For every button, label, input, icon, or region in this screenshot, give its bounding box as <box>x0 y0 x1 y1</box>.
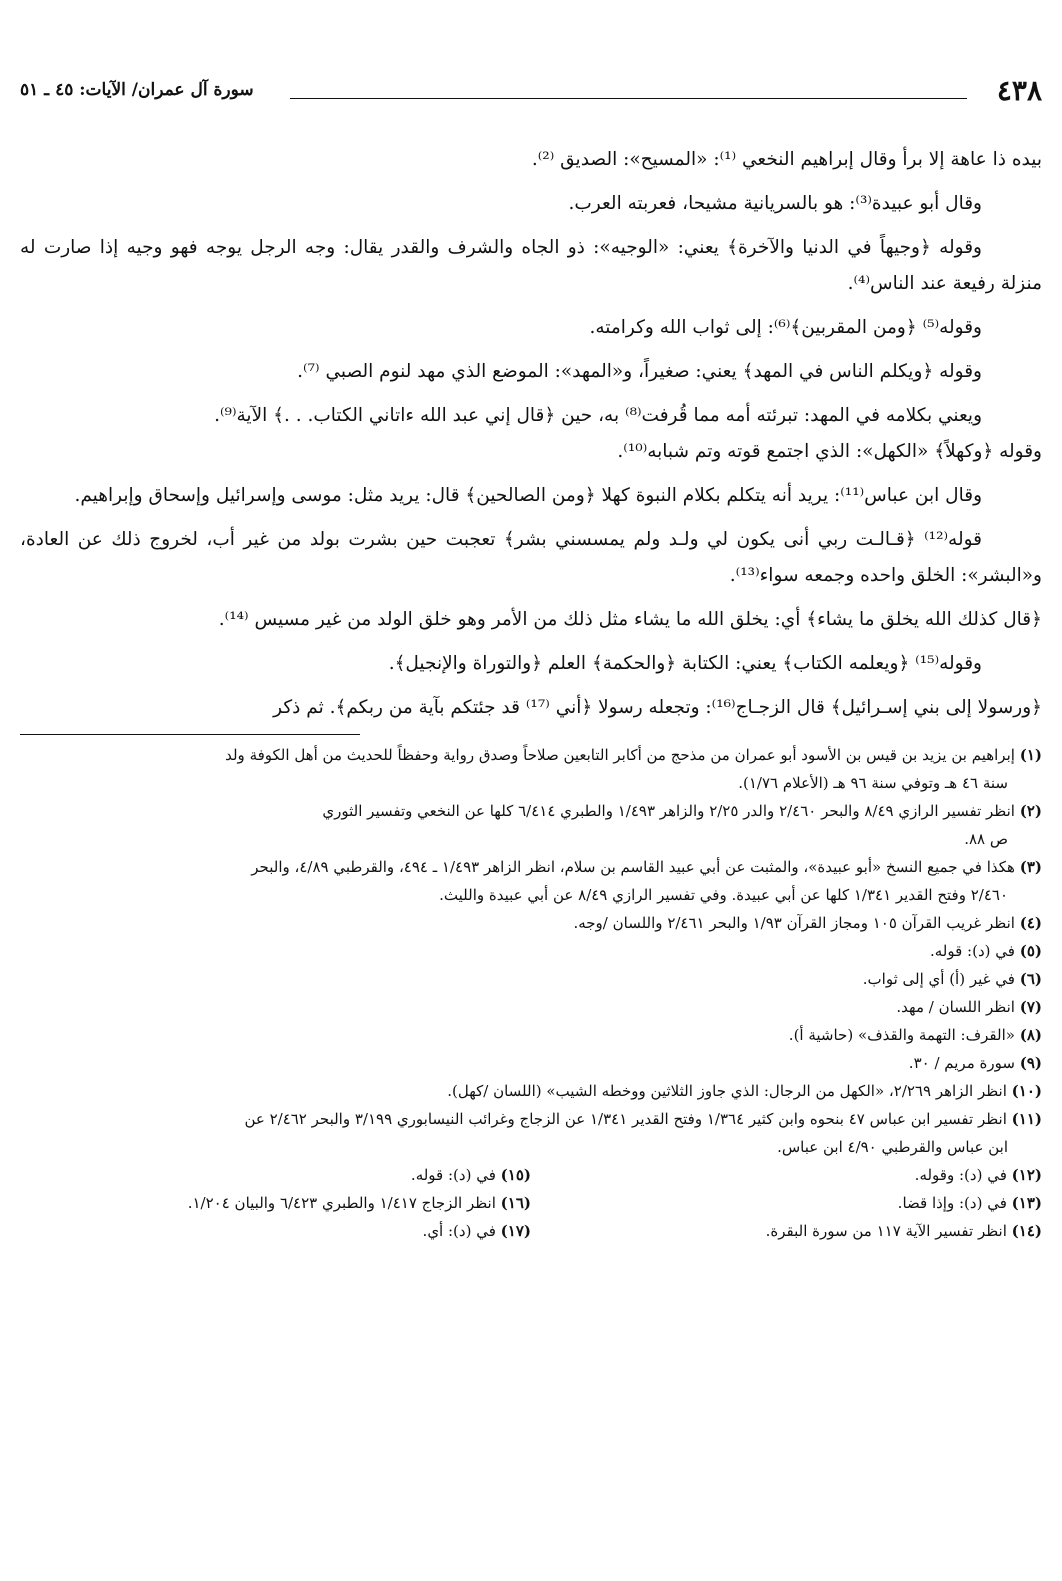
footnote <box>531 1161 1042 1189</box>
footnote-number: (٤) <box>1019 914 1042 932</box>
footnote-number: (١) <box>1019 746 1042 764</box>
footnote-number: (٧) <box>1019 998 1042 1016</box>
footnote <box>20 741 1042 769</box>
footnote-text: في (د): أي. <box>422 1222 496 1240</box>
footnote-text: إبراهيم بن يزيد بن قيس بن الأسود أبو عمران من مذحج من أكابر التابعين صلاحاً وصدق رواية وحفظاً للحديث من أهل الكوفة ولد <box>225 746 1015 764</box>
footnote <box>20 1105 1042 1133</box>
footnote-text: في (د): قوله. <box>929 942 1015 960</box>
footnote-text: انظر تفسير الرازي ٨/٤٩ والبحر ٢/٤٦٠ والدر ٢/٢٥ والزاهر ١/٤٩٣ والطبري ٦/٤١٤ كلها عن النخعي وتفسير الثوري <box>322 802 1015 820</box>
footnote <box>20 853 1042 881</box>
paragraph: وقوله⁽¹⁵⁾ ﴿ويعلمه الكتاب﴾ يعني: الكتابة ﴿والحكمة﴾ العلم ﴿والتوراة والإنجيل﴾. <box>388 653 982 674</box>
footnote-number: (٢) <box>1019 802 1042 820</box>
paragraph: ويعني بكلامه في المهد: تبرئته أمه مما قُرفت⁽⁸⁾ به، حين ﴿قال إني عبد الله ءاتاني الكتاب. . .﴾ الآية⁽⁹⁾. <box>214 405 982 426</box>
paragraph: وقوله ﴿ويكلم الناس في المهد﴾ يعني: صغيراً، و«المهد»: الموضع الذي مهد لنوم الصبي ⁽⁷⁾. <box>297 361 982 382</box>
footnote <box>531 1217 1042 1245</box>
footnote-number: (٣) <box>1019 858 1042 876</box>
footnote <box>20 1217 531 1245</box>
page-number: ٤٣٨ <box>996 74 1042 107</box>
footnote-text: انظر اللسان / مهد. <box>896 998 1015 1016</box>
paragraph: وقال أبو عبيدة⁽³⁾: هو بالسريانية مشيحا، فعربته العرب. <box>568 193 982 214</box>
footnote-number: (٨) <box>1019 1026 1042 1044</box>
footnote <box>20 965 1042 993</box>
footnote-number: (١٤) <box>1011 1222 1042 1240</box>
footnote <box>20 1189 531 1217</box>
footnote-text: هكذا في جميع النسخ «أبو عبيدة»، والمثبت عن أبي عبيد القاسم بن سلام، انظر الزاهر ١/٤٩٣ ـ ٤٩٤، والقرطبي ٤/٨٩، والبحر <box>251 858 1015 876</box>
paragraph: قوله⁽¹²⁾ ﴿قـالـت ربي أنى يكون لي ولـد ولم يمسسني بشر﴾ تعجبت حين بشرت بولد من غير أب، لخروج ذلك عن العادة، و«البشر»: الخلق واحده وجمعه سواء⁽¹³⁾. <box>20 529 1042 586</box>
footnote-continuation: سنة ٤٦ هـ وتوفي سنة ٩٦ هـ (الأعلام ١/٧٦). <box>738 774 1008 792</box>
footnote-number: (٥) <box>1019 942 1042 960</box>
sura-range: سورة آل عمران/ الآيات: ٤٥ ـ ٥١ <box>20 80 254 100</box>
footnote-text: انظر تفسير ابن عباس ٤٧ بنحوه وابن كثير ١/٣٦٤ وفتح القدير ١/٣٤١ عن الزجاج وغرائب النيسابوري ٣/١٩٩ والبحر ٢/٤٦٢ عن <box>244 1110 1007 1128</box>
footnote-column-right <box>531 1161 1042 1245</box>
footnote-number: (٩) <box>1019 1054 1042 1072</box>
paragraph: وقوله ﴿وجيهاً في الدنيا والآخرة﴾ يعني: «الوجيه»: ذو الجاه والشرف والقدر يقال: وجه الرجل يوجه فهو وجيه إذا صارت له منزلة رفيعة عند الناس⁽⁴⁾. <box>20 237 1042 294</box>
footnote-text: انظر الزاهر ٢/٢٦٩، «الكهل من الرجال: الذي جاوز الثلاثين ووخطه الشيب» (اللسان /كهل). <box>447 1082 1007 1100</box>
footnote-number: (١٧) <box>500 1222 531 1240</box>
footnote-column-left <box>20 1161 531 1245</box>
footnote-text: انظر غريب القرآن ١٠٥ ومجاز القرآن ١/٩٣ والبحر ٢/٤٦١ واللسان /وجه. <box>573 914 1015 932</box>
footnote <box>20 993 1042 1021</box>
footnote-text: سورة مريم / ٣٠. <box>908 1054 1015 1072</box>
running-header <box>20 74 1042 112</box>
footnote-text: انظر الزجاج ١/٤١٧ والطبري ٦/٤٢٣ والبيان ١/٢٠٤. <box>187 1194 496 1212</box>
footnote <box>20 1049 1042 1077</box>
footnote-separator <box>20 734 360 735</box>
footnote-text: «القرف: التهمة والقذف» (حاشية أ). <box>788 1026 1015 1044</box>
paragraph: وقوله⁽⁵⁾ ﴿ومن المقربين﴾⁽⁶⁾: إلى ثواب الله وكرامته. <box>589 317 982 338</box>
footnote-continuation: ابن عباس والقرطبي ٤/٩٠ ابن عباس. <box>777 1138 1008 1156</box>
book-page <box>20 74 1042 1245</box>
paragraph: بيده ذا عاهة إلا برأ وقال إبراهيم النخعي ⁽¹⁾: «المسيح»: الصديق ⁽²⁾. <box>531 149 1042 170</box>
footnote-number: (١٣) <box>1011 1194 1042 1212</box>
footnote <box>531 1189 1042 1217</box>
footnote <box>20 1077 1042 1105</box>
footnote-number: (٦) <box>1019 970 1042 988</box>
footnote <box>20 797 1042 825</box>
paragraph: وقال ابن عباس⁽¹¹⁾: يريد أنه يتكلم بكلام النبوة كهلا ﴿ومن الصالحين﴾ قال: يريد مثل: موسى وإسرائيل وإسحاق وإبراهيم. <box>74 485 982 506</box>
footnote-continuation: ٢/٤٦٠ وفتح القدير ١/٣٤١ كلها عن أبي عبيدة. وفي تفسير الرازي ٨/٤٩ عن أبي عبيدة والليث. <box>439 886 1008 904</box>
footnote-continuation: ص ٨٨. <box>964 830 1008 848</box>
paragraph: ﴿ورسولا إلى بني إسـرائيل﴾ قال الزجـاج⁽¹⁶⁾: وتجعله رسولا ﴿أني ⁽¹⁷⁾ قد جئتكم بآية من ربكم﴾. ثم ذكر <box>273 697 1042 718</box>
footnotes <box>20 741 1042 1245</box>
footnote-text: في (د): قوله. <box>410 1166 496 1184</box>
footnote <box>20 909 1042 937</box>
footnote <box>20 1021 1042 1049</box>
paragraph: وقوله ﴿وكهلاً﴾ «الكهل»: الذي اجتمع قوته وتم شبابه⁽¹⁰⁾. <box>617 441 1042 462</box>
footnote-columns <box>20 1161 1042 1245</box>
main-text <box>20 142 1042 726</box>
footnote-text: في (د): وقوله. <box>914 1166 1007 1184</box>
footnote <box>20 1161 531 1189</box>
footnote-number: (١٠) <box>1011 1082 1042 1100</box>
footnote-number: (١٢) <box>1011 1166 1042 1184</box>
paragraph: ﴿قال كذلك الله يخلق ما يشاء﴾ أي: يخلق الله ما يشاء مثل ذلك من الأمر وهو خلق الولد من غير مسيس ⁽¹⁴⁾. <box>218 609 1042 630</box>
footnote-number: (١٦) <box>500 1194 531 1212</box>
footnote-text: في (د): وإذا قضا. <box>897 1194 1007 1212</box>
footnote <box>20 937 1042 965</box>
header-rule <box>290 98 967 99</box>
footnote-text: في غير (أ) أي إلى ثواب. <box>862 970 1015 988</box>
footnote-number: (١٥) <box>500 1166 531 1184</box>
footnote-text: انظر تفسير الآية ١١٧ من سورة البقرة. <box>765 1222 1007 1240</box>
footnote-number: (١١) <box>1011 1110 1042 1128</box>
